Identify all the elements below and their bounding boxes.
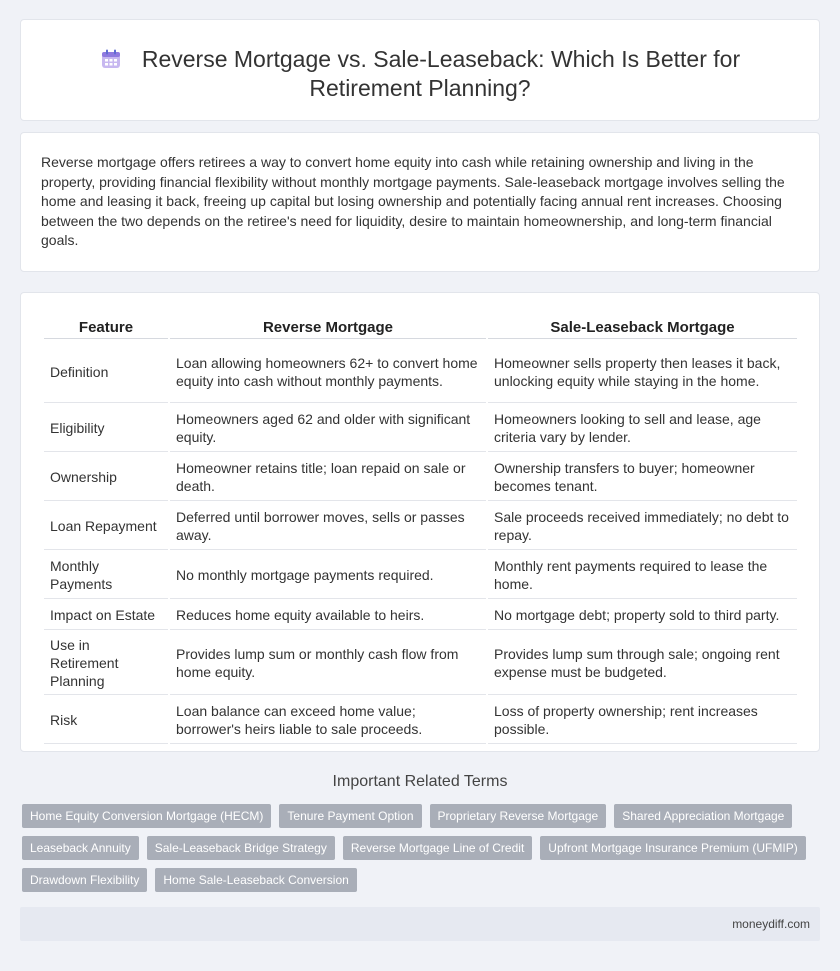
reverse-mortgage-cell: Homeowner retains title; loan repaid on sale or death. xyxy=(170,454,486,501)
table-row xyxy=(44,405,797,452)
page-title-text: Reverse Mortgage vs. Sale-Leaseback: Which Is Better for Retirement Planning? xyxy=(141,46,741,101)
tag-sale-leaseback-bridge-strategy[interactable]: Sale-Leaseback Bridge Strategy xyxy=(147,836,335,860)
tag-leaseback-annuity[interactable]: Leaseback Annuity xyxy=(22,836,139,860)
table-row xyxy=(44,601,797,630)
table-row xyxy=(44,503,797,550)
calendar-icon xyxy=(100,48,122,70)
tag-reverse-mortgage-line-of-credit[interactable]: Reverse Mortgage Line of Credit xyxy=(343,836,532,860)
sale-leaseback-cell: Sale proceeds received immediately; no debt to repay. xyxy=(488,503,797,550)
reverse-mortgage-cell: Loan allowing homeowners 62+ to convert home equity into cash without monthly payments. xyxy=(170,341,486,403)
footer-site-link[interactable]: moneydiff.com xyxy=(732,917,810,931)
sale-leaseback-cell: Provides lump sum through sale; ongoing rent expense must be budgeted. xyxy=(488,632,797,695)
feature-cell: Risk xyxy=(44,697,168,744)
comparison-card xyxy=(20,292,820,752)
table-row xyxy=(44,697,797,744)
comparison-table xyxy=(42,315,799,746)
page-title xyxy=(61,45,779,103)
feature-cell: Use in Retirement Planning xyxy=(44,632,168,695)
intro-paragraph: Reverse mortgage offers retirees a way to convert home equity into cash while retaining ownership and living in the property, providing financial flexibility without monthly mortgage payments. Sale-leaseback mortgage involves selling the home and leasing it back, freeing up capital but losing ownership and potentially facing annual rent increases. Choosing between the two depends on the retiree's need for liquidity, desire to maintain homeownership, and long-term financial goals. xyxy=(41,154,785,249)
tag-ufmip[interactable]: Upfront Mortgage Insurance Premium (UFMIP) xyxy=(540,836,805,860)
tag-proprietary-reverse-mortgage[interactable]: Proprietary Reverse Mortgage xyxy=(430,804,607,828)
reverse-mortgage-cell: No monthly mortgage payments required. xyxy=(170,552,486,599)
table-row xyxy=(44,552,797,599)
tag-hecm[interactable]: Home Equity Conversion Mortgage (HECM) xyxy=(22,804,271,828)
sale-leaseback-cell: Ownership transfers to buyer; homeowner becomes tenant. xyxy=(488,454,797,501)
table-row xyxy=(44,632,797,695)
reverse-mortgage-cell: Deferred until borrower moves, sells or passes away. xyxy=(170,503,486,550)
column-header-feature: Feature xyxy=(44,317,168,339)
feature-cell: Monthly Payments xyxy=(44,552,168,599)
table-row xyxy=(44,454,797,501)
related-terms-heading: Important Related Terms xyxy=(332,773,508,790)
footer xyxy=(20,907,820,941)
sale-leaseback-cell: Homeowner sells property then leases it back, unlocking equity while staying in the home. xyxy=(488,341,797,403)
reverse-mortgage-cell: Provides lump sum or monthly cash flow from home equity. xyxy=(170,632,486,695)
intro-card xyxy=(20,132,820,272)
sale-leaseback-cell: Loss of property ownership; rent increases possible. xyxy=(488,697,797,744)
reverse-mortgage-cell: Loan balance can exceed home value; borrower's heirs liable to sale proceeds. xyxy=(170,697,486,744)
header-card xyxy=(20,19,820,121)
sale-leaseback-cell: No mortgage debt; property sold to third party. xyxy=(488,601,797,630)
table-row xyxy=(44,341,797,403)
feature-cell: Loan Repayment xyxy=(44,503,168,550)
reverse-mortgage-cell: Reduces home equity available to heirs. xyxy=(170,601,486,630)
tag-shared-appreciation-mortgage[interactable]: Shared Appreciation Mortgage xyxy=(614,804,792,828)
table-header-row xyxy=(44,317,797,339)
column-header-reverse-mortgage: Reverse Mortgage xyxy=(170,317,486,339)
feature-cell: Eligibility xyxy=(44,405,168,452)
related-terms-tags xyxy=(22,804,812,892)
tag-drawdown-flexibility[interactable]: Drawdown Flexibility xyxy=(22,868,147,892)
tag-home-sale-leaseback-conversion[interactable]: Home Sale-Leaseback Conversion xyxy=(155,868,356,892)
feature-cell: Impact on Estate xyxy=(44,601,168,630)
feature-cell: Definition xyxy=(44,341,168,403)
sale-leaseback-cell: Homeowners looking to sell and lease, age criteria vary by lender. xyxy=(488,405,797,452)
reverse-mortgage-cell: Homeowners aged 62 and older with significant equity. xyxy=(170,405,486,452)
tag-tenure-payment-option[interactable]: Tenure Payment Option xyxy=(279,804,421,828)
sale-leaseback-cell: Monthly rent payments required to lease the home. xyxy=(488,552,797,599)
feature-cell: Ownership xyxy=(44,454,168,501)
column-header-sale-leaseback: Sale-Leaseback Mortgage xyxy=(488,317,797,339)
